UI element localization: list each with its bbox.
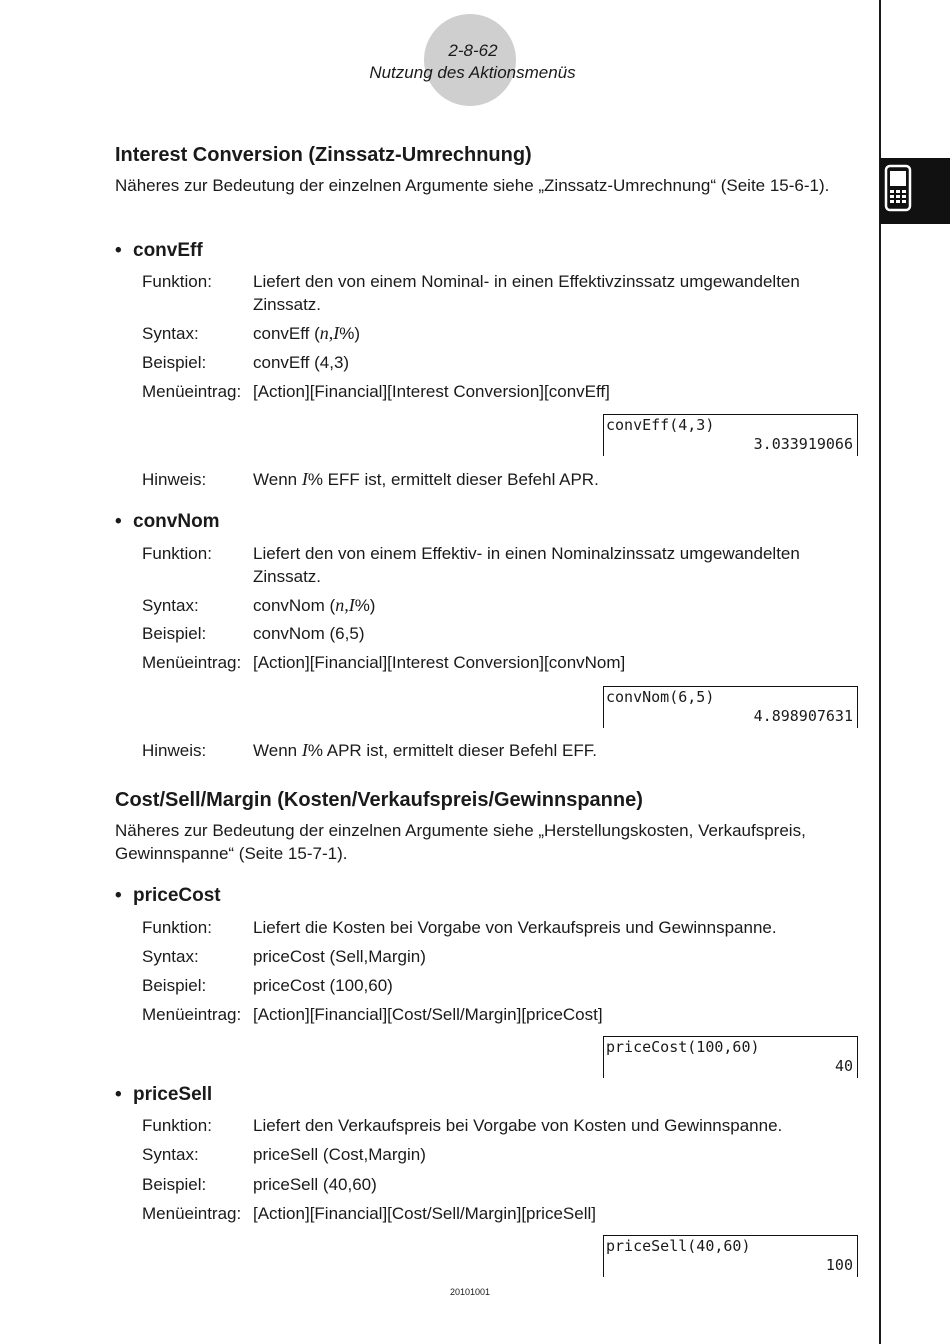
conveff-syntax: convEff (n,I%)	[253, 323, 361, 343]
label-example: Beispiel:	[142, 1175, 207, 1194]
label-syntax: Syntax:	[142, 324, 199, 343]
label-note: Hinweis:	[142, 741, 207, 760]
footer-code: 20101001	[449, 1287, 491, 1297]
command-heading-pricecost: • priceCost	[115, 885, 221, 906]
command-heading-pricesell: • priceSell	[115, 1084, 213, 1105]
pricecost-example: priceCost (100,60)	[253, 976, 393, 995]
section-intro-cost: Näheres zur Bedeutung der einzelnen Argumente siehe „Herstellungskosten, Verkaufspreis, Gewinnspanne“ (Seite 15-7-1).	[115, 821, 806, 863]
label-example: Beispiel:	[142, 624, 207, 643]
conveff-note: Wenn I% EFF ist, ermittelt dieser Befehl APR.	[253, 469, 599, 489]
conveff-example: convEff (4,3)	[253, 353, 350, 372]
calculator-screen-pricecost	[603, 1036, 858, 1078]
label-function: Funktion:	[142, 544, 212, 563]
section-heading-cost: Cost/Sell/Margin (Kosten/Verkaufspreis/Gewinnspanne)	[115, 789, 643, 811]
chapter-tab	[880, 158, 950, 224]
section-intro-interest: Näheres zur Bedeutung der einzelnen Argumente siehe „Zinssatz-Umrechnung“ (Seite 15-6-1).	[115, 176, 830, 195]
pricesell-function: Liefert den Verkaufspreis bei Vorgabe von Kosten und Gewinnspanne.	[253, 1116, 783, 1135]
section-heading-interest: Interest Conversion (Zinssatz-Umrechnung)	[115, 144, 532, 166]
conveff-menu-path: [Action][Financial][Interest Conversion][convEff]	[253, 382, 610, 401]
command-heading-convnom: • convNom	[115, 511, 220, 532]
calculator-screen-convnom	[603, 686, 858, 728]
calculator-icon	[884, 164, 912, 212]
label-function: Funktion:	[142, 1116, 212, 1135]
pricesell-menu-path: [Action][Financial][Cost/Sell/Margin][priceSell]	[253, 1204, 596, 1223]
pricecost-menu-path: [Action][Financial][Cost/Sell/Margin][priceCost]	[253, 1005, 603, 1024]
pricecost-function: Liefert die Kosten bei Vorgabe von Verkaufspreis und Gewinnspanne.	[253, 918, 777, 937]
screen-expression: convNom(6,5)	[606, 688, 715, 706]
page-title: Nutzung des Aktionsmenüs	[369, 63, 576, 82]
label-menu: Menüeintrag:	[142, 1204, 242, 1223]
screen-expression: priceSell(40,60)	[606, 1237, 751, 1255]
label-syntax: Syntax:	[142, 947, 199, 966]
label-syntax: Syntax:	[142, 1145, 199, 1164]
label-function: Funktion:	[142, 272, 212, 291]
pricesell-syntax: priceSell (Cost,Margin)	[253, 1145, 426, 1164]
label-example: Beispiel:	[142, 353, 207, 372]
screen-expression: convEff(4,3)	[606, 416, 715, 434]
screen-result: 4.898907631	[753, 707, 853, 725]
screen-result: 3.033919066	[753, 435, 853, 453]
label-note: Hinweis:	[142, 470, 207, 489]
label-menu: Menüeintrag:	[142, 653, 242, 672]
pricecost-syntax: priceCost (Sell,Margin)	[253, 947, 426, 966]
convnom-example: convNom (6,5)	[253, 624, 365, 643]
convnom-note: Wenn I% APR ist, ermittelt dieser Befehl EFF.	[253, 740, 597, 760]
label-function: Funktion:	[142, 918, 212, 937]
label-example: Beispiel:	[142, 976, 207, 995]
calculator-screen-pricesell	[603, 1235, 858, 1277]
convnom-function: Liefert den von einem Effektiv- in einen Nominalzinssatz umgewandelten Zinssatz.	[253, 544, 800, 586]
command-heading-conveff: • convEff	[115, 240, 203, 261]
label-menu: Menüeintrag:	[142, 382, 242, 401]
screen-result: 40	[834, 1057, 853, 1075]
page-number: 2-8-62	[448, 41, 498, 60]
calculator-screen-conveff	[603, 414, 858, 456]
screen-result: 100	[825, 1256, 853, 1274]
label-syntax: Syntax:	[142, 596, 199, 615]
conveff-function: Liefert den von einem Nominal- in einen Effektivzinssatz umgewandelten Zinssatz.	[253, 272, 800, 314]
convnom-syntax: convNom (n,I%)	[253, 595, 376, 615]
screen-expression: priceCost(100,60)	[606, 1038, 760, 1056]
pricesell-example: priceSell (40,60)	[253, 1175, 377, 1194]
label-menu: Menüeintrag:	[142, 1005, 242, 1024]
convnom-menu-path: [Action][Financial][Interest Conversion][convNom]	[253, 653, 626, 672]
